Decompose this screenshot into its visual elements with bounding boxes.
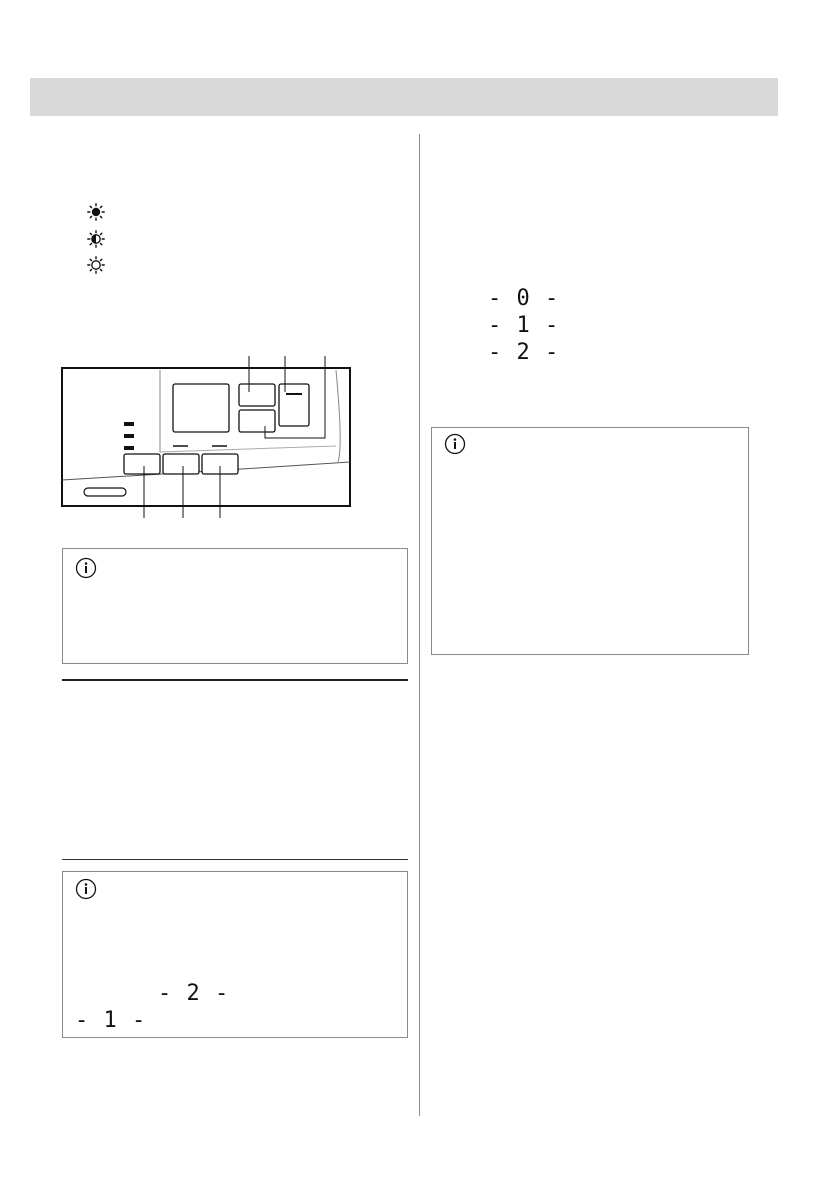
info-circle-icon	[75, 557, 97, 579]
info-note-box	[62, 548, 408, 664]
display-level-1: - 1 -	[488, 313, 560, 338]
display-level-0: - 0 -	[488, 286, 560, 311]
info-note-box	[431, 427, 749, 655]
section-header-bar	[30, 78, 778, 116]
sun-filled-icon	[87, 203, 105, 221]
display-indicator: - 2 -	[158, 981, 230, 1006]
sun-half-icon	[87, 230, 105, 248]
section-rule	[62, 859, 408, 860]
display-level-2: - 2 -	[488, 340, 560, 365]
column-divider	[419, 134, 420, 1116]
info-note-box	[62, 871, 408, 1038]
sun-outline-icon	[87, 256, 105, 274]
section-rule	[62, 679, 408, 681]
display-indicator: - 1 -	[75, 1008, 147, 1033]
info-circle-icon	[75, 878, 97, 900]
control-panel-illustration	[60, 354, 356, 520]
info-circle-icon	[444, 433, 466, 455]
